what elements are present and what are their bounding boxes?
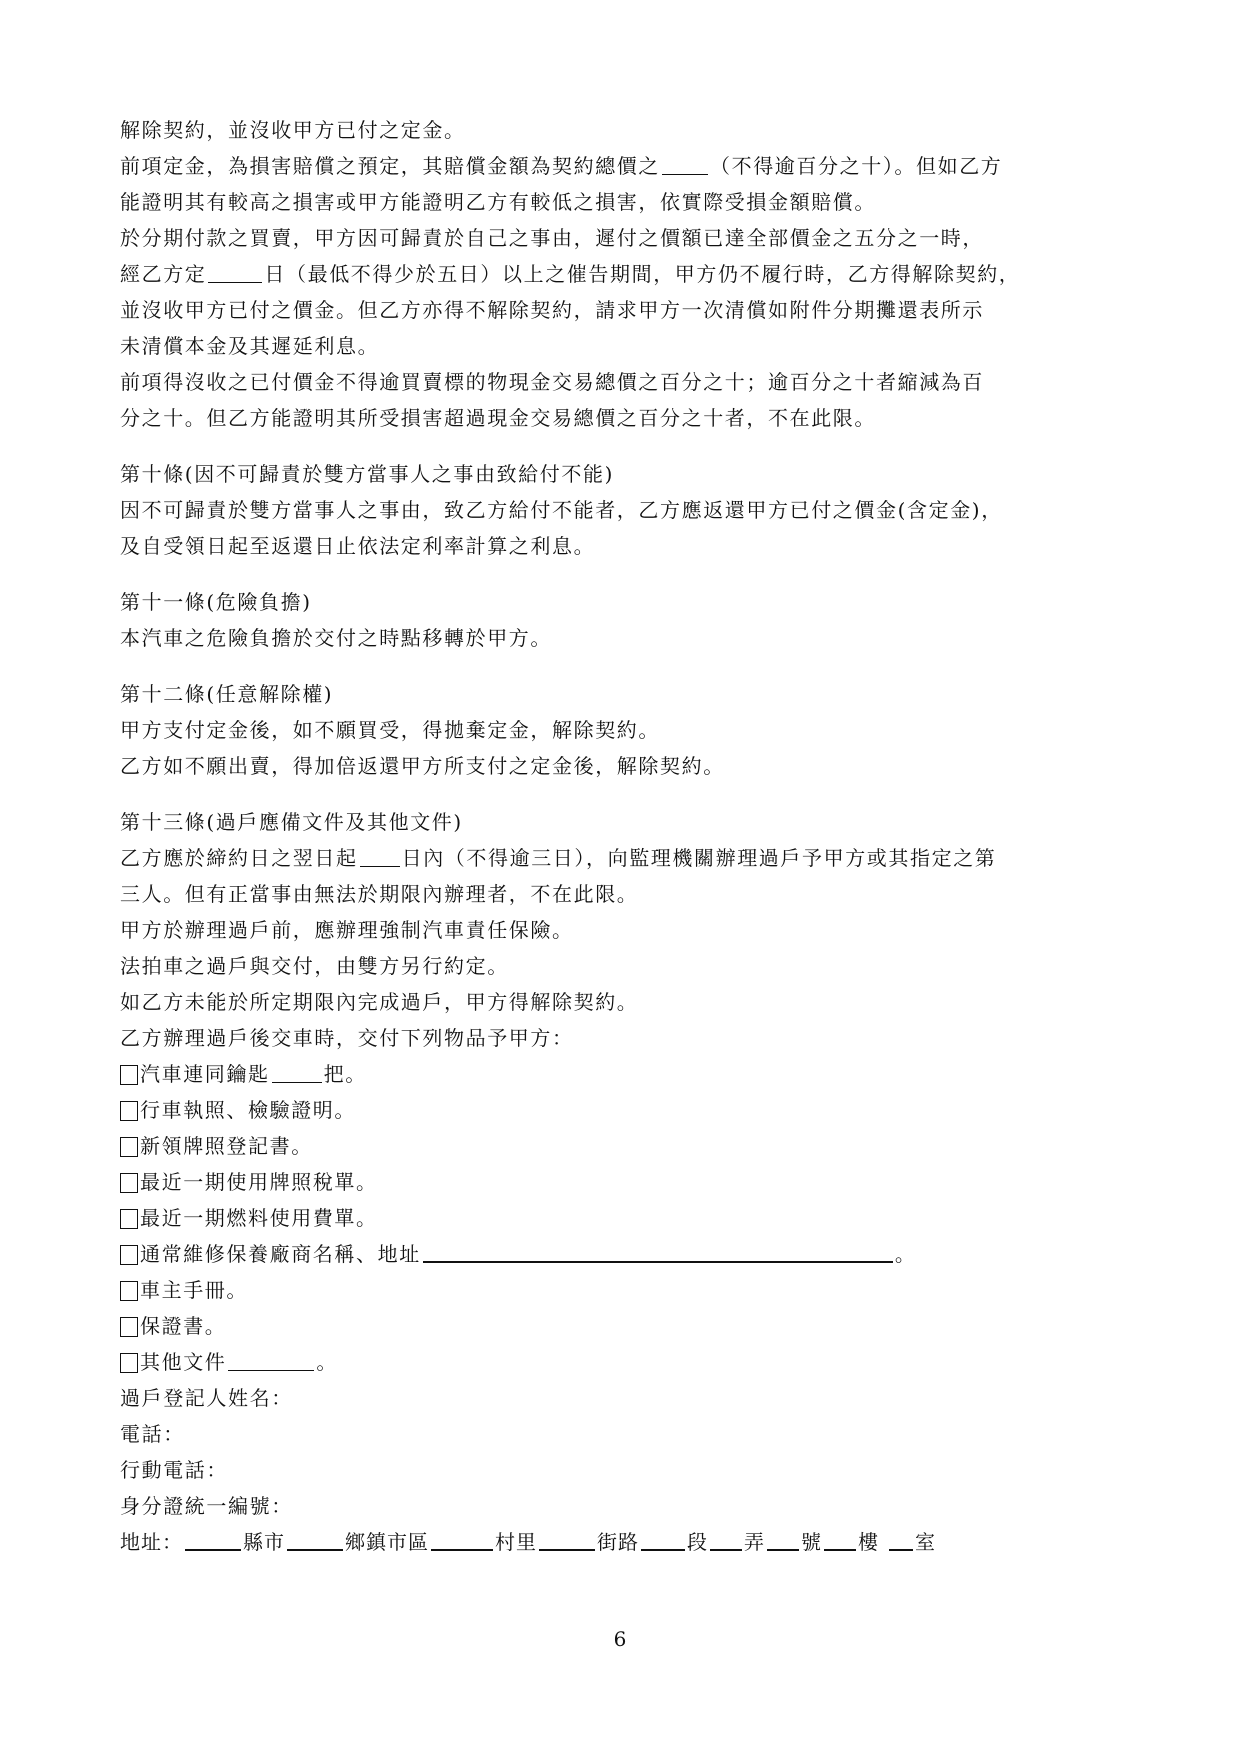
registrant-mobile-label: 行動電話： — [120, 1458, 228, 1482]
paragraph-line: 於分期付款之買賣，甲方因可歸責於自己之事由，遲付之價額已達全部價金之五分之一時， — [120, 226, 984, 250]
paragraph-line: 如乙方未能於所定期限內完成過戶，甲方得解除契約。 — [120, 990, 639, 1014]
registrant-id-label: 身分證統一編號： — [120, 1494, 293, 1518]
paragraph-line: 前項定金，為損害賠償之預定，其賠償金額為契約總價之 （不得逾百分之十）。但如乙方 — [120, 154, 1003, 178]
page-number: 6 — [613, 1627, 627, 1651]
blank-field — [360, 846, 400, 867]
checklist-item-plate-tax: 最近一期使用牌照稅單。 — [120, 1164, 1130, 1200]
paragraph-line: 因不可歸責於雙方當事人之事由，致乙方給付不能者，乙方應返還甲方已付之價金(含定金)， — [120, 498, 1003, 522]
registrant-name-label: 過戶登記人姓名： — [120, 1386, 293, 1410]
paragraph-line: 未清償本金及其遲延利息。 — [120, 334, 380, 358]
paragraph-line: 前項得沒收之已付價金不得逾買賣標的物現金交易總價之百分之十；逾百分之十者縮減為百 — [120, 370, 984, 394]
paragraph-line: 甲方支付定金後，如不願買受，得拋棄定金，解除契約。 — [120, 718, 660, 742]
paragraph-line: 乙方應於締約日之翌日起 日內（不得逾三日），向監理機關辦理過戶予甲方或其指定之第 — [120, 846, 997, 870]
blank-field — [423, 1241, 893, 1263]
paragraph-line: 乙方如不願出賣，得加倍返還甲方所支付之定金後，解除契約。 — [120, 754, 725, 778]
registrant-phone-label: 電話： — [120, 1422, 185, 1446]
article-13-title: 第十三條(過戶應備文件及其他文件) — [120, 810, 463, 834]
paragraph-line: 經乙方定 日（最低不得少於五日）以上之催告期間，甲方仍不履行時，乙方得解除契約， — [120, 262, 1021, 286]
checklist-item-keys: 汽車連同鑰匙 把。 — [120, 1056, 1130, 1092]
paragraph-line: 三人。但有正當事由無法於期限內辦理者，不在此限。 — [120, 882, 639, 906]
paragraph-line: 並沒收甲方已付之價金。但乙方亦得不解除契約，請求甲方一次清償如附件分期攤還表所示 — [120, 298, 984, 322]
paragraph-line: 分之十。但乙方能證明其所受損害超過現金交易總價之百分之十者，不在此限。 — [120, 406, 876, 430]
checkbox[interactable] — [120, 1317, 138, 1337]
checkbox[interactable] — [120, 1173, 138, 1193]
document-page — [120, 112, 1130, 1560]
blank-field — [824, 1529, 856, 1551]
checkbox[interactable] — [120, 1101, 138, 1121]
paragraph-line: 解除契約，並沒收甲方已付之定金。 — [120, 118, 466, 142]
checkbox[interactable] — [120, 1209, 138, 1229]
checkbox[interactable] — [120, 1353, 138, 1373]
paragraph-line: 法拍車之過戶與交付，由雙方另行約定。 — [120, 954, 509, 978]
blank-field — [539, 1529, 595, 1551]
blank-field — [641, 1529, 685, 1551]
paragraph-line: 本汽車之危險負擔於交付之時點移轉於甲方。 — [120, 626, 552, 650]
blank-field — [228, 1350, 314, 1371]
blank-field — [710, 1529, 742, 1551]
checkbox[interactable] — [120, 1137, 138, 1157]
checklist-item-fuel-fee: 最近一期燃料使用費單。 — [120, 1200, 1130, 1236]
checklist-item-license: 行車執照、檢驗證明。 — [120, 1092, 1130, 1128]
article-12-title: 第十二條(任意解除權) — [120, 682, 334, 706]
blank-field — [208, 262, 262, 283]
paragraph-line: 乙方辦理過戶後交車時，交付下列物品予甲方： — [120, 1026, 574, 1050]
checklist-item-warranty: 保證書。 — [120, 1308, 1130, 1344]
blank-field — [889, 1529, 913, 1551]
blank-field — [431, 1529, 493, 1551]
article-10-title: 第十條(因不可歸責於雙方當事人之事由致給付不能) — [120, 462, 615, 486]
paragraph-line: 能證明其有較高之損害或甲方能證明乙方有較低之損害，依實際受損金額賠償。 — [120, 190, 876, 214]
checklist-item-manual: 車主手冊。 — [120, 1272, 1130, 1308]
checklist-item-plate-reg: 新領牌照登記書。 — [120, 1128, 1130, 1164]
checkbox[interactable] — [120, 1065, 138, 1085]
article-11-title: 第十一條(危險負擔) — [120, 590, 312, 614]
address-line: 地址： 縣市 鄉鎮市區 村里 街路 段 弄 號 樓 室 — [120, 1530, 936, 1554]
checkbox[interactable] — [120, 1281, 138, 1301]
blank-field — [185, 1529, 241, 1551]
blank-field — [287, 1529, 343, 1551]
paragraph-line: 甲方於辦理過戶前，應辦理強制汽車責任保險。 — [120, 918, 574, 942]
blank-field — [662, 154, 708, 175]
paragraph-line: 及自受領日起至返還日止依法定利率計算之利息。 — [120, 534, 596, 558]
blank-field — [767, 1529, 799, 1551]
checklist-item-other: 其他文件 。 — [120, 1344, 1130, 1380]
checklist-item-repair-shop: 通常維修保養廠商名稱、地址 。 — [120, 1236, 1130, 1272]
blank-field — [272, 1062, 322, 1083]
checkbox[interactable] — [120, 1245, 138, 1265]
